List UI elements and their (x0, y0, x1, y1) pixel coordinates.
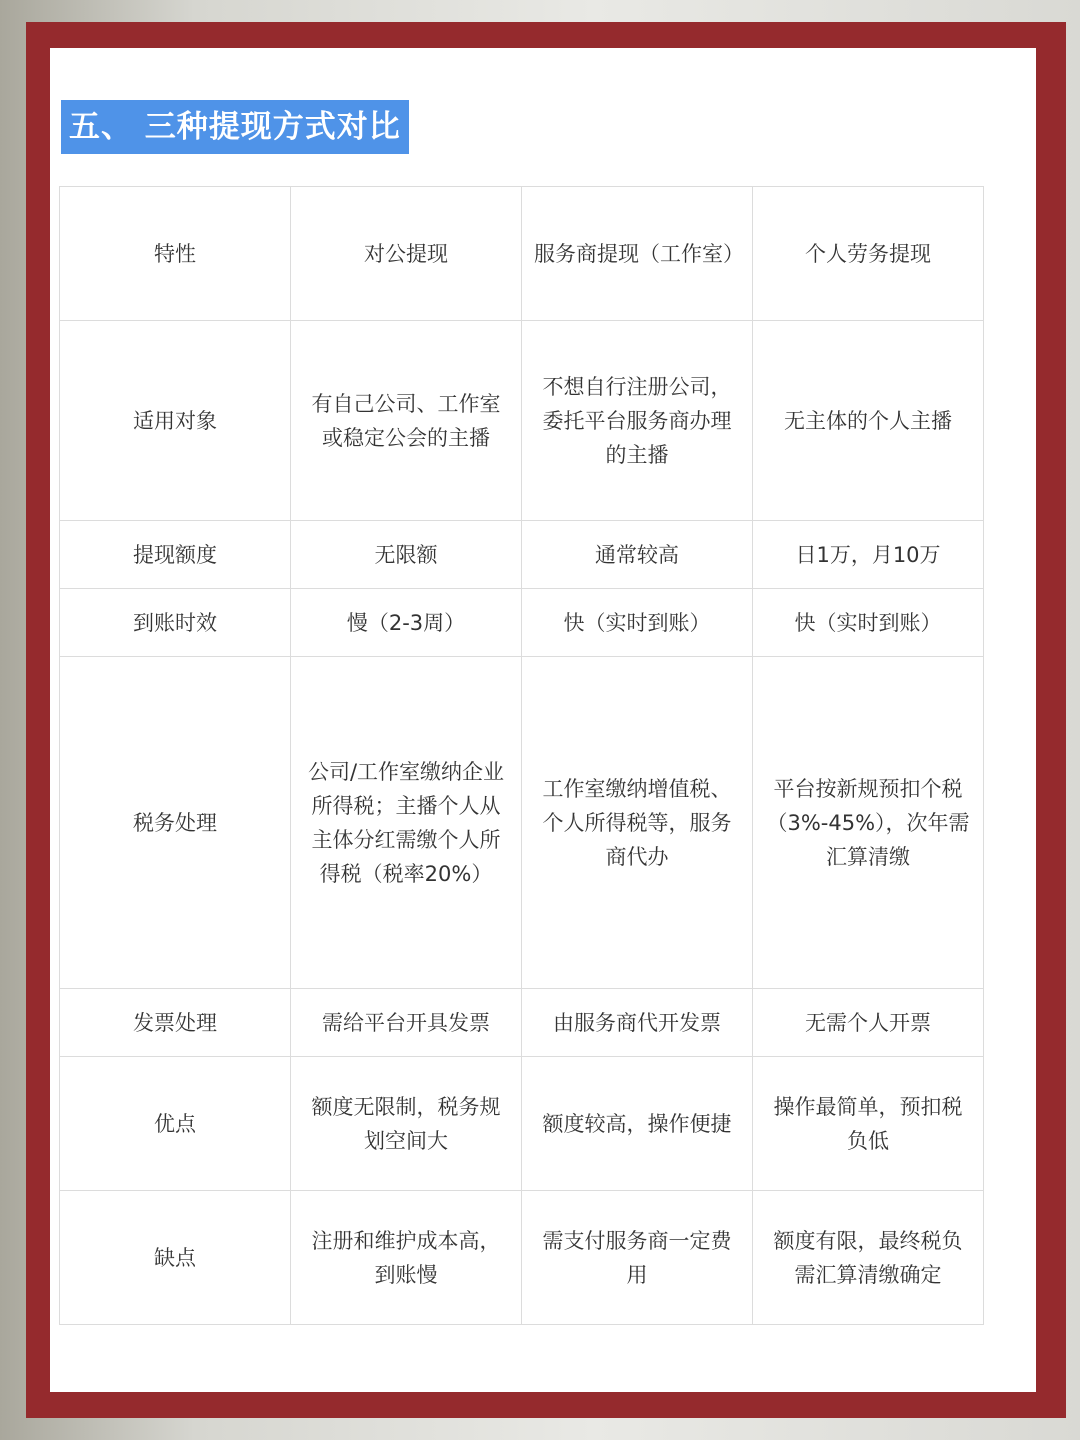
row-label-cons: 缺点 (60, 1191, 291, 1325)
table-cell: 额度有限，最终税负需汇算清缴确定 (753, 1191, 984, 1325)
header-cell-personal: 个人劳务提现 (753, 187, 984, 321)
table-cell: 无限额 (291, 521, 522, 589)
table-cell: 由服务商代开发票 (522, 989, 753, 1057)
table-row (60, 989, 984, 1057)
row-label-tax: 税务处理 (60, 657, 291, 989)
row-label-invoice: 发票处理 (60, 989, 291, 1057)
row-label-target: 适用对象 (60, 321, 291, 521)
table-cell: 需给平台开具发票 (291, 989, 522, 1057)
table-cell: 工作室缴纳增值税、个人所得税等，服务商代办 (522, 657, 753, 989)
table-cell: 需支付服务商一定费用 (522, 1191, 753, 1325)
table-cell: 公司/工作室缴纳企业所得税；主播个人从主体分红需缴个人所得税（税率20%） (291, 657, 522, 989)
table-cell: 有自己公司、工作室或稳定公会的主播 (291, 321, 522, 521)
table-row (60, 321, 984, 521)
table-header-row (60, 187, 984, 321)
table-row (60, 521, 984, 589)
table-cell: 额度较高，操作便捷 (522, 1057, 753, 1191)
comparison-table (59, 186, 984, 1325)
table-cell: 快（实时到账） (522, 589, 753, 657)
section-title: 五、 三种提现方式对比 (61, 100, 409, 154)
table-cell: 无需个人开票 (753, 989, 984, 1057)
table-cell: 日1万，月10万 (753, 521, 984, 589)
table-cell: 平台按新规预扣个税（3%-45%），次年需汇算清缴 (753, 657, 984, 989)
table-row (60, 1191, 984, 1325)
row-label-limit: 提现额度 (60, 521, 291, 589)
header-cell-corporate: 对公提现 (291, 187, 522, 321)
table-cell: 无主体的个人主播 (753, 321, 984, 521)
table-row (60, 1057, 984, 1191)
table-cell: 慢（2-3周） (291, 589, 522, 657)
header-cell-feature: 特性 (60, 187, 291, 321)
row-label-pros: 优点 (60, 1057, 291, 1191)
table-cell: 通常较高 (522, 521, 753, 589)
header-cell-service-provider: 服务商提现（工作室） (522, 187, 753, 321)
table-cell: 不想自行注册公司，委托平台服务商办理的主播 (522, 321, 753, 521)
table-row (60, 657, 984, 989)
table-cell: 注册和维护成本高，到账慢 (291, 1191, 522, 1325)
table-row (60, 589, 984, 657)
table-cell: 额度无限制，税务规划空间大 (291, 1057, 522, 1191)
table-cell: 快（实时到账） (753, 589, 984, 657)
table-cell: 操作最简单，预扣税负低 (753, 1057, 984, 1191)
row-label-arrival-time: 到账时效 (60, 589, 291, 657)
